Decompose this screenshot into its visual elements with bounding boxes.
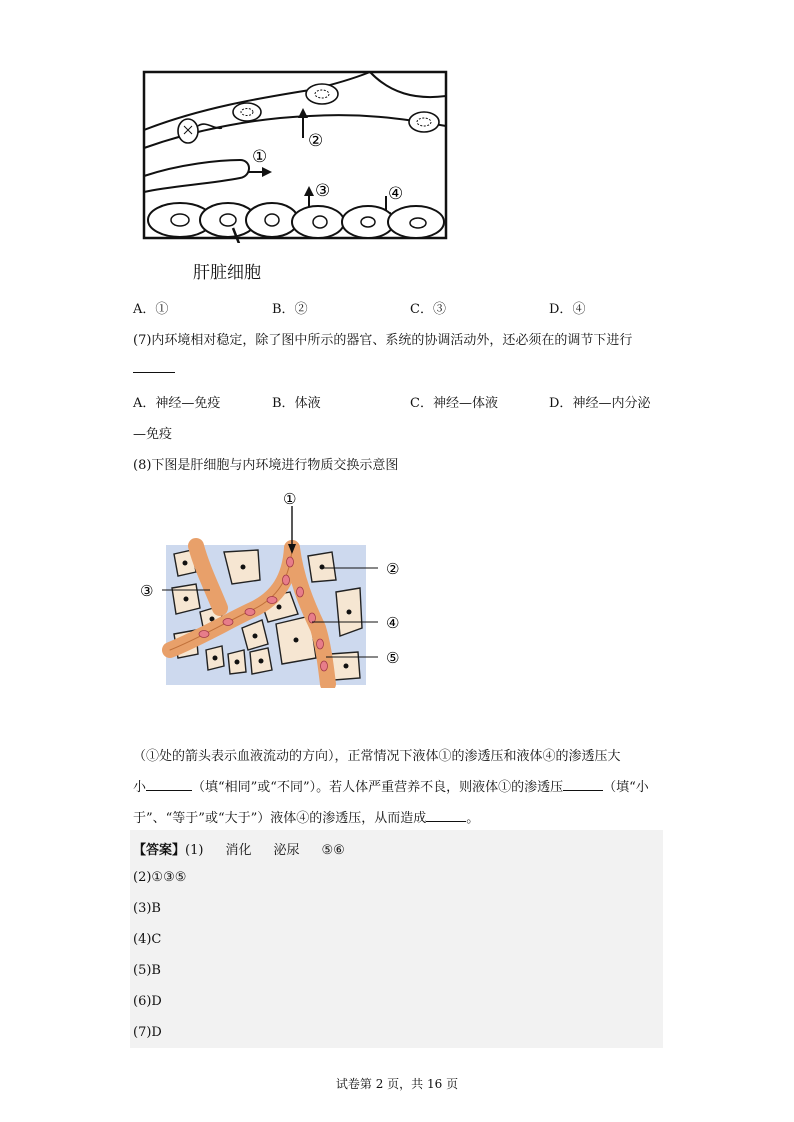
figure-label: 肝脏细胞	[193, 263, 261, 283]
blank-2[interactable]	[563, 778, 603, 791]
q7-options	[133, 392, 673, 412]
option-b[interactable]: B．②	[272, 302, 308, 317]
option-c[interactable]: C．③	[410, 302, 446, 317]
svg-text:①: ①	[252, 147, 268, 167]
q7-option-d-continued: —免疫	[133, 427, 173, 442]
answer-section	[130, 830, 663, 1048]
svg-text:④: ④	[388, 184, 404, 204]
option-a[interactable]: A．①	[133, 302, 169, 317]
option-c[interactable]: C．神经—体液	[410, 396, 498, 411]
option-d[interactable]: D．神经—内分泌	[549, 396, 651, 411]
q7-stem: (7)内环境相对稳定，除了图中所示的器官、系统的协调活动外，还必须在的调节下进行	[133, 333, 633, 348]
q8-line-2: 小 （填“相同”或“不同”）。若人体严重营养不良，则液体①的渗透压 （填“小	[133, 780, 649, 795]
blank-1[interactable]	[146, 778, 192, 791]
q8-line-3: 于”、“等于”或“大于”）液体④的渗透压，从而造成 。	[133, 811, 480, 826]
answer-1: 【答案】(1) 消化 泌尿 ⑤⑥	[133, 843, 345, 858]
liver-exchange-diagram	[140, 488, 420, 688]
liver-capillary-diagram	[140, 68, 450, 243]
svg-text:②: ②	[308, 131, 324, 151]
option-a[interactable]: A．神经—免疫	[133, 396, 221, 411]
option-b[interactable]: B．体液	[272, 396, 321, 411]
answer-3: (3)B	[133, 901, 161, 916]
svg-text:①: ①	[283, 490, 297, 508]
q7-answer-blank[interactable]	[133, 372, 175, 373]
answer-5: (5)B	[133, 963, 161, 978]
answer-7: (7)D	[133, 1025, 162, 1040]
svg-text:②: ②	[386, 560, 400, 578]
svg-text:④: ④	[386, 614, 400, 632]
q8-stem: (8)下图是肝细胞与内环境进行物质交换示意图	[133, 458, 399, 473]
answer-6: (6)D	[133, 994, 162, 1009]
option-d[interactable]: D．④	[549, 302, 586, 317]
q6-options	[133, 298, 673, 318]
svg-text:③: ③	[140, 582, 154, 600]
svg-text:⑤: ⑤	[386, 649, 400, 667]
page-footer: 试卷第 2 页，共 16 页	[335, 1077, 459, 1091]
answer-2: (2)①③⑤	[133, 870, 187, 885]
q8-line-1: （①处的箭头表示血液流动的方向），正常情况下液体①的渗透压和液体④的渗透压大	[133, 749, 621, 764]
blank-3[interactable]	[426, 809, 466, 822]
answer-4: (4)C	[133, 932, 162, 947]
svg-text:③: ③	[315, 181, 331, 201]
